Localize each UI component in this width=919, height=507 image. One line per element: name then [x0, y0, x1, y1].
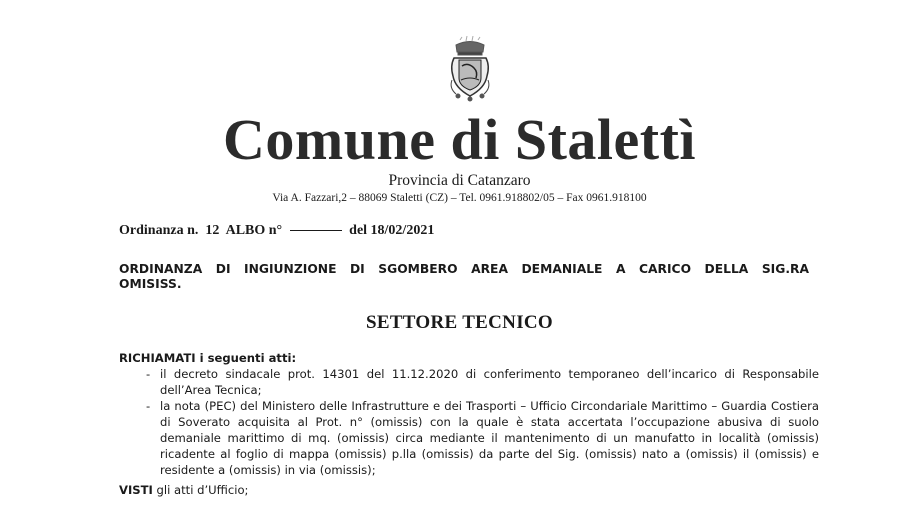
visti-text: gli atti d’Ufficio;	[152, 483, 249, 497]
recitals-list	[119, 366, 819, 478]
municipality-title: Comune di Stalettì	[223, 107, 696, 172]
ordinance-number: 12	[205, 223, 220, 238]
richiamati-heading: RICHIAMATI i seguenti atti:	[119, 351, 297, 365]
municipal-coat-of-arms-icon	[446, 36, 494, 102]
province-name: Provincia di Catanzaro	[388, 172, 531, 189]
ordinance-date: 18/02/2021	[370, 223, 435, 238]
albo-number-blank	[290, 230, 342, 231]
sector-heading: SETTORE TECNICO	[365, 312, 553, 333]
ordinance-subject	[119, 262, 809, 292]
bullet-dash: -	[146, 399, 151, 413]
ordinance-reference	[119, 222, 434, 240]
visti-label: VISTI	[119, 483, 153, 497]
date-label: del	[349, 223, 368, 238]
ordinance-prefix: Ordinanza n.	[119, 223, 199, 238]
list-item-text: il decreto sindacale prot. 14301 del 11.12.2020 di conferimento temporaneo dell’incarico di Responsabile dell’Area Tecnica;	[160, 367, 819, 397]
contact-address: Via A. Fazzari,2 – 88069 Staletti (CZ) – Tel. 0961.918802/05 – Fax 0961.918100	[272, 192, 647, 204]
list-item	[119, 398, 819, 478]
bullet-dash: -	[146, 367, 151, 381]
visti-paragraph	[119, 482, 248, 498]
albo-label: ALBO n°	[225, 223, 283, 238]
subject-line-1: ORDINANZA DI INGIUNZIONE DI SGOMBERO AREA DEMANIALE A CARICO DELLA SIG.RA	[119, 262, 809, 276]
list-item	[119, 366, 819, 398]
list-item-text: la nota (PEC) del Ministero delle Infrastrutture e dei Trasporti – Ufficio Circondariale Marittimo – Guardia Costiera di Soverato acquisita al Prot. n° (omissis) con la quale è stata accertata l’occupazione abusiva di suolo demaniale marittimo di mq. (omissis) circa mediante il mantenimento di un manufatto in località (omissis) ricadente al foglio di mappa (omissis) p.lla (omissis) da parte del Sig. (omissis) nato a (omissis) il (omissis) e residente a (omissis) in via (omissis);	[160, 399, 819, 477]
subject-line-2: OMISISS.	[119, 277, 182, 291]
